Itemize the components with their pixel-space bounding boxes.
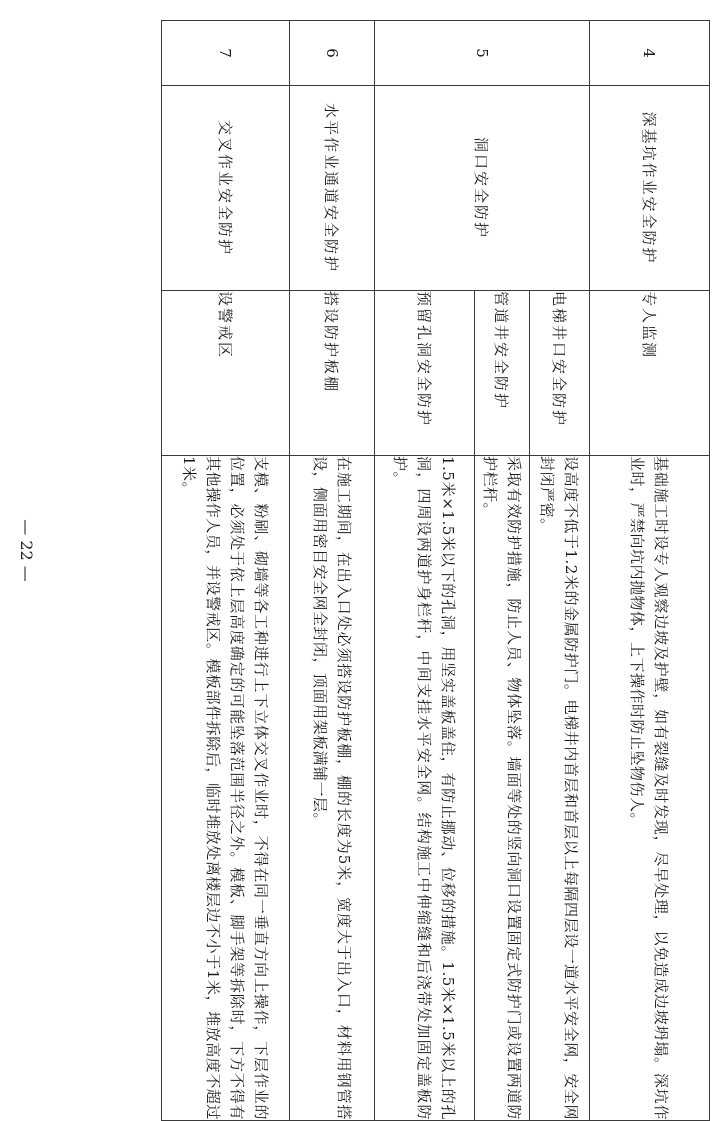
measure-name: 电梯井口安全防护: [530, 291, 590, 456]
measure-name: 专人监测: [590, 291, 710, 456]
rotated-table-container: [160, 20, 710, 1120]
table-row: [530, 21, 590, 1121]
category-cell: 深基坑作业安全防护: [590, 86, 710, 291]
page-number-text: — 22 —: [16, 518, 36, 582]
measure-description: 基础施工时设专人观察边坡及护壁，如有裂缝及时发现，尽早处理，以免造成边坡坍塌。深坑作业时，严禁向坑内抛物体，上下操作时防止坠物伤人。: [590, 456, 710, 1121]
table-row: [590, 21, 710, 1121]
table-row: [162, 21, 290, 1121]
row-number: 7: [162, 21, 290, 86]
measure-description: 支模、粉刷、砌墙等各工种进行上下立体交叉作业时，不得在同一垂直方向上操作，下层作业的位置，必须处于依上层高度确定的可能坠落范围半径之外。模板、脚手架等拆除时，下方不得有其他操作人员，并设警戒区。模板部件拆除后，临时堆放处离楼层边不小于1米，堆放高度不超过1米。: [162, 456, 290, 1121]
table-row: [290, 21, 375, 1121]
measure-description: 设高度不低于1.2米的金属防护门。电梯井内首层和首层以上每隔四层设一道水平安全网，安全网封闭严密。: [530, 456, 590, 1121]
row-number: 4: [590, 21, 710, 86]
measure-description: 在施工期间，在出入口处必须搭设防护板棚，棚的长度为5米，宽度大于出入口，材料用钢管搭设，侧面用密目安全网全封闭，顶面用架板满铺一层。: [290, 456, 375, 1121]
category-cell: 洞口安全防护: [375, 86, 590, 291]
measure-name: 设警戒区: [162, 291, 290, 456]
safety-measures-table: [161, 20, 710, 1121]
measure-description: 1.5米×1.5米以下的孔洞，用坚实盖板盖住，有防止挪动、位移的措施。1.5米×1.5米以上的孔洞，四周设两道护身栏杆，中间支挂水平安全网。结构施工中伸缩缝和后浇带处加固定盖板防护。: [375, 456, 475, 1121]
row-number: 6: [290, 21, 375, 86]
category-cell: 交叉作业安全防护: [162, 86, 290, 291]
measure-description: 采取有效防护措施，防止人员、物体坠落。墙面等处的竖向洞口设置固定式防护门或设置两道防护栏杆。: [475, 456, 530, 1121]
measure-name: 预留孔洞安全防护: [375, 291, 475, 456]
measure-name: 管道井安全防护: [475, 291, 530, 456]
category-cell: 水平作业通道安全防护: [290, 86, 375, 291]
row-number: 5: [375, 21, 590, 86]
measure-name: 搭设防护板棚: [290, 291, 375, 456]
page-number: [6, 520, 46, 580]
